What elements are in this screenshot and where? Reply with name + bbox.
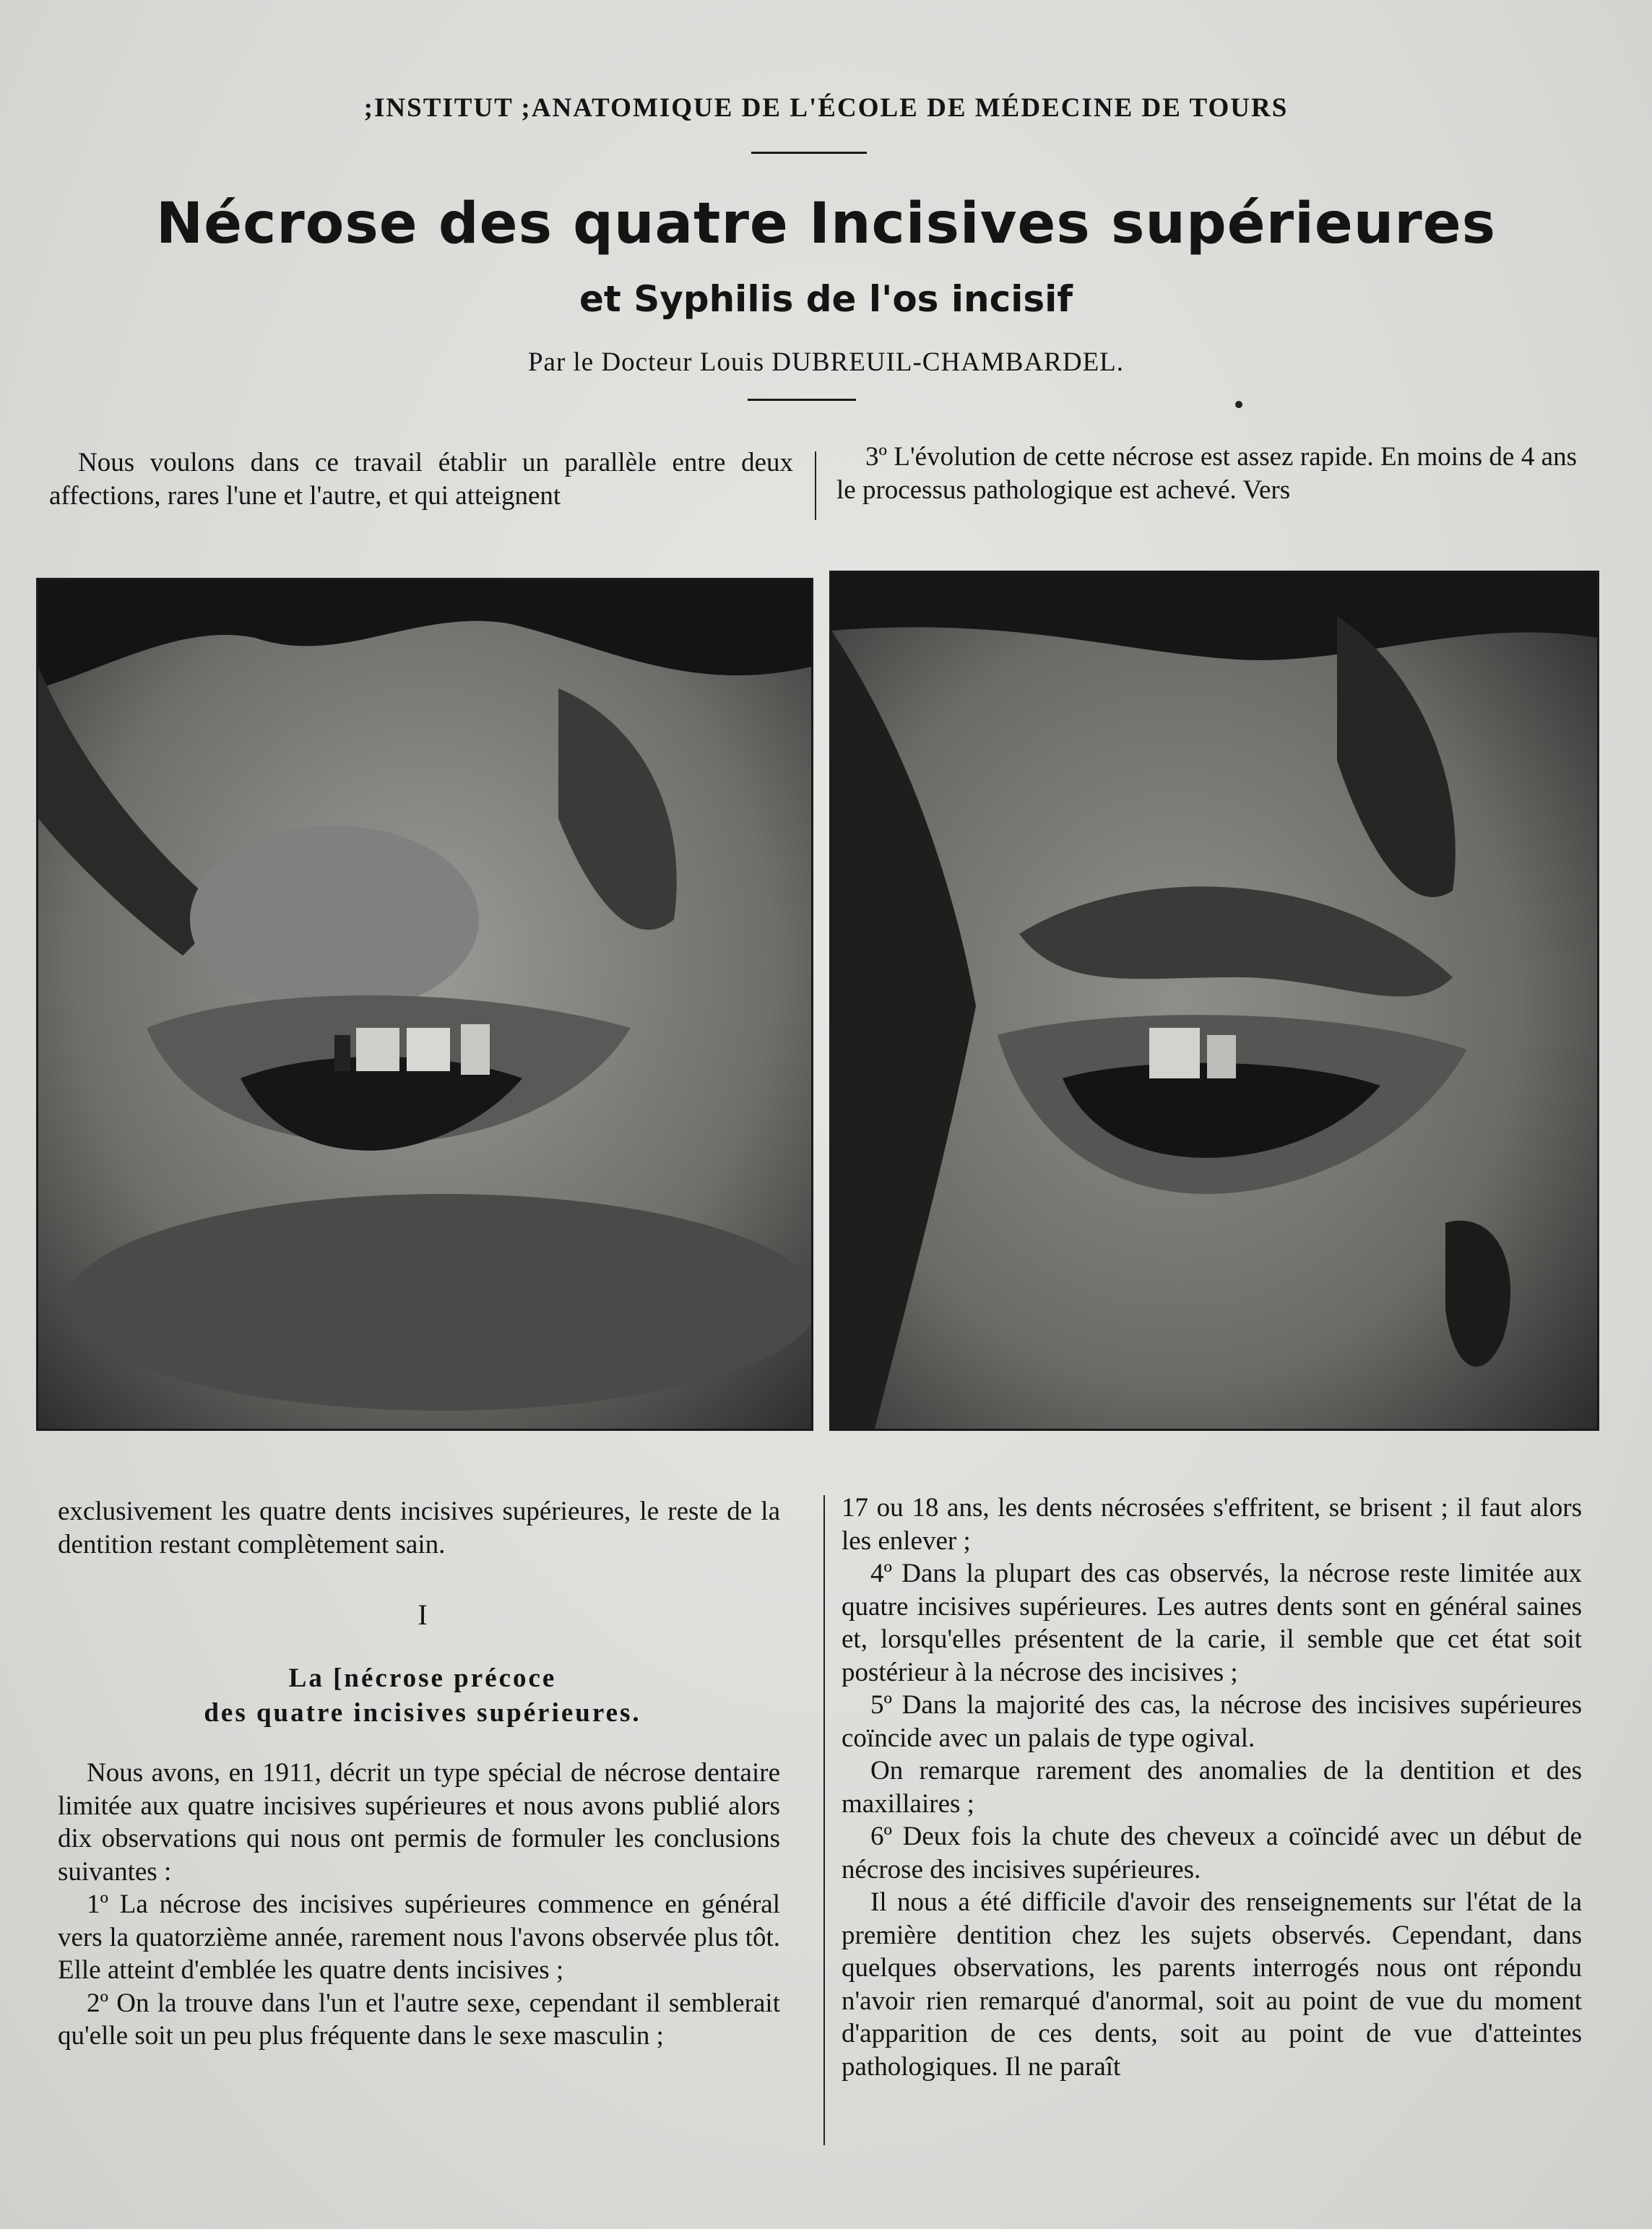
- figure-left: [36, 578, 813, 1431]
- institute-header: ;INSTITUT ;ANATOMIQUE DE L'ÉCOLE DE MÉDECINE DE TOURS: [363, 93, 1289, 123]
- article-byline: Par le Docteur Louis DUBREUIL-CHAMBARDEL.: [527, 347, 1125, 377]
- left-column-body: [58, 1757, 780, 2053]
- right-paragraph: On remarque rarement des anomalies de la dentition et des maxillaires ;: [842, 1756, 1582, 1819]
- intro-right: [836, 441, 1577, 506]
- left-paragraph: 2º On la trouve dans l'un et l'autre sexe, cependant il semblerait qu'elle soit un peu plus fréquente dans le sexe masculin ;: [58, 1988, 780, 2051]
- photo-mouth-lifted-lip: [831, 573, 1597, 1429]
- right-paragraph: 4º Dans la plupart des cas observés, la nécrose reste limitée aux quatre incisives supérieures. Les autres dents sont en général saines et, lorsqu'elles présentent de la carie, il semble que cet état soit postérieur à la nécrose des incisives ;: [842, 1559, 1582, 1687]
- section-title-line-1: La [nécrose précoce: [288, 1663, 557, 1693]
- section-number: I: [418, 1598, 428, 1631]
- intro-divider: [815, 451, 816, 520]
- intro-left-text: Nous voulons dans ce travail établir un parallèle entre deux affections, rares l'une et l'autre, et qui atteignent: [49, 448, 793, 511]
- right-column: [842, 1492, 1582, 2083]
- right-paragraph: 6º Deux fois la chute des cheveux a coïncidé avec un début de nécrose des incisives supérieures.: [842, 1822, 1582, 1884]
- intro-left: [49, 446, 793, 512]
- left-paragraph: Nous avons, en 1911, décrit un type spécial de nécrose dentaire limitée aux quatre incisives supérieures et nous avons publié alors dix observations qui nous ont permis de formuler les conclusions suivantes :: [58, 1758, 780, 1887]
- article-subtitle: et Syphilis de l'os incisif: [579, 278, 1073, 320]
- article-title: Nécrose des quatre Incisives supérieures: [155, 191, 1497, 256]
- left-continuation: exclusivement les quatre dents incisives supérieures, le reste de la dentition restant complètement sain.: [58, 1497, 780, 1559]
- ink-dot: [1235, 401, 1242, 408]
- left-column: [58, 1495, 780, 1561]
- column-divider: [823, 1495, 825, 2145]
- intro-right-text: 3º L'évolution de cette nécrose est assez rapide. En moins de 4 ans le processus pathologique est achevé. Vers: [836, 442, 1577, 505]
- right-paragraph: 17 ou 18 ans, les dents nécrosées s'effritent, se brisent ; il faut alors les enlever ;: [842, 1493, 1582, 1556]
- left-paragraph: 1º La nécrose des incisives supérieures commence en général vers la quatorzième année, rarement nous l'avons observée plus tôt. Elle atteint d'emblée les quatre dents incisives ;: [58, 1890, 780, 1985]
- right-paragraph: 5º Dans la majorité des cas, la nécrose des incisives supérieures coïncide avec un palais de type ogival.: [842, 1690, 1582, 1753]
- figure-right: [829, 571, 1599, 1431]
- right-paragraph: Il nous a été difficile d'avoir des renseignements sur l'état de la première dentition chez les sujets observés. Cependant, dans quelques observations, les parents interrogés nous ont répondu n'avoir rien remarqué d'anormal, soit au point de vue du moment d'apparition de ces dents, soit au point de vue d'atteintes pathologiques. Il ne paraît: [842, 1887, 1582, 2082]
- photo-mouth-front: [38, 580, 811, 1429]
- byline-rule: [748, 399, 856, 401]
- section-title-line-2: des quatre incisives supérieures.: [204, 1698, 641, 1728]
- header-rule: [751, 152, 867, 154]
